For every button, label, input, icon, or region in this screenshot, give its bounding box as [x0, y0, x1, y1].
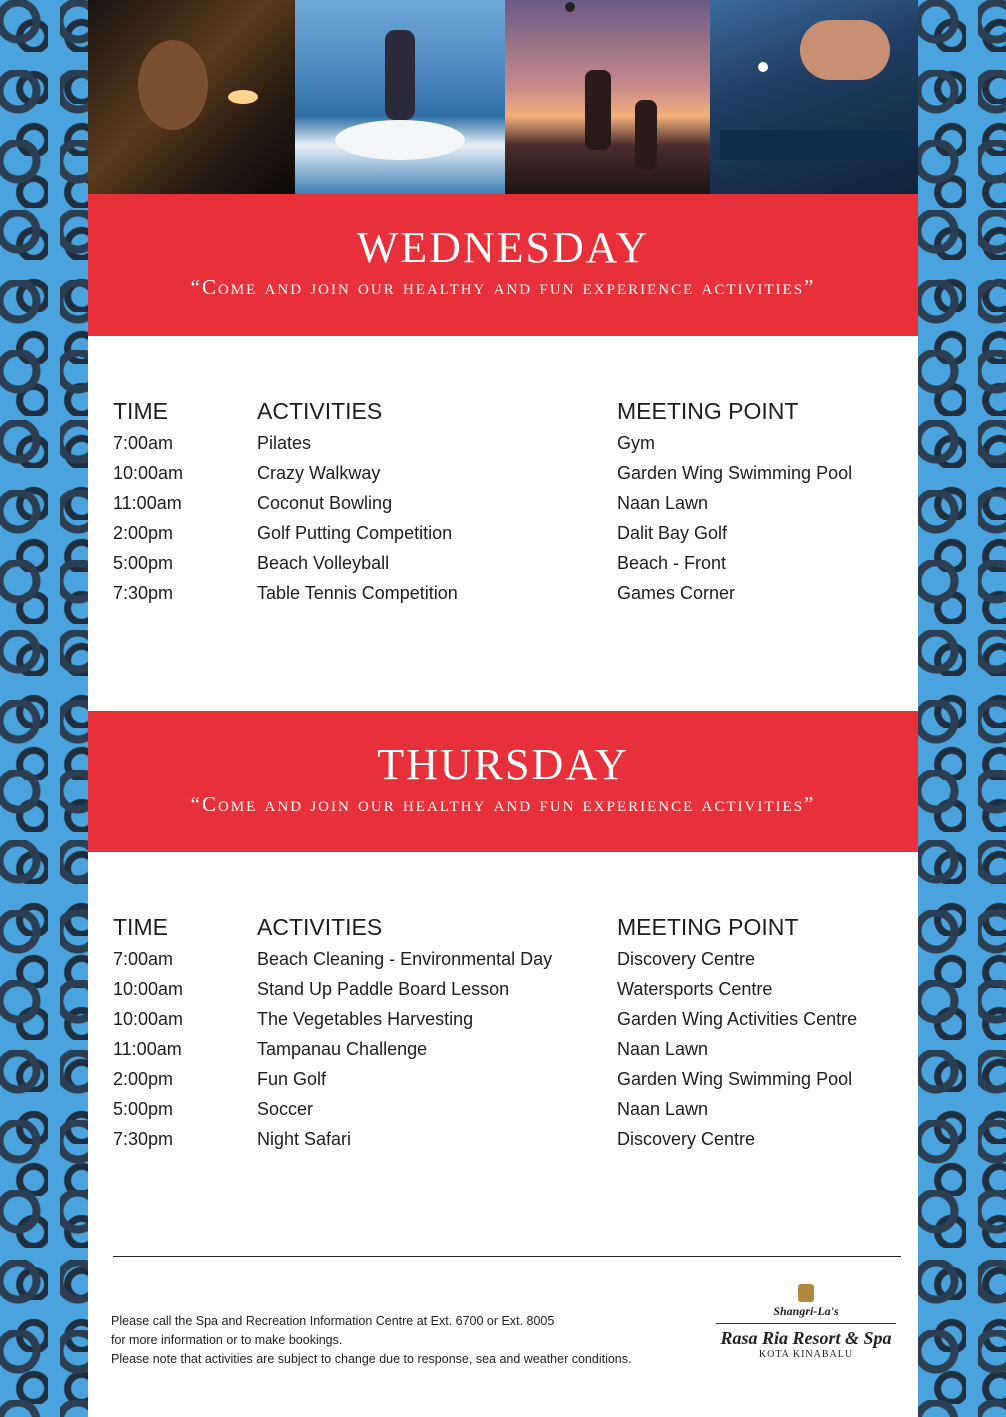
thursday-banner	[88, 711, 918, 852]
footer-line: Please note that activities are subject to change due to response, sea and weather conditions.	[111, 1352, 632, 1366]
schedule-row	[113, 578, 903, 608]
meeting-cell: Naan Lawn	[617, 492, 709, 513]
tagline: “Come and join our healthy and fun experience activities”	[190, 275, 816, 299]
meeting-cell: Garden Wing Swimming Pool	[617, 1068, 853, 1089]
schedule-row	[113, 1034, 903, 1064]
wednesday-schedule	[113, 394, 903, 608]
schedule-row	[113, 944, 903, 974]
meeting-point-header: MEETING POINT	[617, 913, 799, 940]
time-cell: 7:00am	[113, 948, 174, 969]
flyer-panel	[88, 0, 918, 1417]
schedule-row	[113, 1124, 903, 1154]
activity-cell: Soccer	[257, 1098, 314, 1119]
meeting-cell: Watersports Centre	[617, 978, 773, 999]
schedule-row	[113, 1094, 903, 1124]
activity-cell: Crazy Walkway	[257, 462, 381, 483]
time-cell: 2:00pm	[113, 522, 174, 543]
meeting-cell: Garden Wing Swimming Pool	[617, 462, 853, 483]
logo-resort-name: Rasa Ria Resort & Spa	[720, 1328, 892, 1348]
time-header: TIME	[113, 397, 168, 424]
activities-header: ACTIVITIES	[257, 397, 383, 424]
activity-cell: Beach Cleaning - Environmental Day	[257, 948, 553, 969]
activities-header: ACTIVITIES	[257, 913, 383, 940]
time-cell: 10:00am	[113, 462, 184, 483]
time-header: TIME	[113, 913, 168, 940]
activity-cell: Pilates	[257, 432, 312, 453]
paddle-board-photo	[295, 0, 505, 194]
table-tennis-photo	[710, 0, 918, 194]
schedule-row	[113, 458, 903, 488]
logo-city: KOTA KINABALU	[758, 1349, 854, 1360]
footer-line: for more information or to make bookings.	[111, 1333, 343, 1347]
time-cell: 5:00pm	[113, 1098, 174, 1119]
shangri-la-emblem-icon	[798, 1284, 814, 1302]
time-cell: 10:00am	[113, 1008, 184, 1029]
tagline: “Come and join our healthy and fun experience activities”	[190, 792, 816, 816]
resort-logo	[710, 1284, 902, 1360]
decorative-border-right	[918, 0, 1006, 1417]
decorative-border-left	[0, 0, 88, 1417]
beach-volleyball-photo	[505, 0, 710, 194]
time-cell: 11:00am	[113, 1038, 182, 1059]
footer-divider	[113, 1256, 901, 1257]
activity-cell: Beach Volleyball	[257, 552, 390, 573]
activity-cell: Golf Putting Competition	[257, 522, 453, 543]
thursday-schedule	[113, 910, 903, 1154]
meeting-cell: Naan Lawn	[617, 1038, 709, 1059]
schedule-row	[113, 518, 903, 548]
logo-rule	[716, 1323, 896, 1324]
footer-line: Please call the Spa and Recreation Information Centre at Ext. 6700 or Ext. 8005	[111, 1314, 555, 1328]
time-cell: 5:00pm	[113, 552, 174, 573]
time-cell: 10:00am	[113, 978, 184, 999]
time-cell: 11:00am	[113, 492, 182, 513]
schedule-header	[113, 910, 903, 944]
meeting-cell: Naan Lawn	[617, 1098, 709, 1119]
day-title: THURSDAY	[377, 740, 629, 789]
meeting-cell: Discovery Centre	[617, 948, 756, 969]
meeting-cell: Beach - Front	[617, 552, 727, 573]
wednesday-banner	[88, 194, 918, 336]
activity-cell: Coconut Bowling	[257, 492, 393, 513]
schedule-row	[113, 548, 903, 578]
schedule-row	[113, 428, 903, 458]
schedule-row	[113, 1064, 903, 1094]
meeting-point-header: MEETING POINT	[617, 397, 799, 424]
time-cell: 2:00pm	[113, 1068, 174, 1089]
logo-brand: Shangri-La's	[773, 1304, 839, 1318]
schedule-row	[113, 1004, 903, 1034]
activity-cell: Tampanau Challenge	[257, 1038, 428, 1059]
night-exploration-photo	[88, 0, 295, 194]
activity-cell: Night Safari	[257, 1128, 352, 1149]
meeting-cell: Gym	[617, 432, 655, 453]
day-title: WEDNESDAY	[356, 223, 650, 272]
time-cell: 7:00am	[113, 432, 174, 453]
schedule-row	[113, 488, 903, 518]
footer-notes	[111, 1312, 631, 1369]
time-cell: 7:30pm	[113, 1128, 174, 1149]
meeting-cell: Dalit Bay Golf	[617, 522, 728, 543]
time-cell: 7:30pm	[113, 582, 174, 603]
meeting-cell: Games Corner	[617, 582, 736, 603]
activity-cell: Fun Golf	[257, 1068, 327, 1089]
meeting-cell: Discovery Centre	[617, 1128, 756, 1149]
schedule-row	[113, 974, 903, 1004]
schedule-header	[113, 394, 903, 428]
activity-cell: Table Tennis Competition	[257, 582, 458, 603]
activity-cell: The Vegetables Harvesting	[257, 1008, 474, 1029]
activity-cell: Stand Up Paddle Board Lesson	[257, 978, 510, 999]
photo-strip	[88, 0, 918, 194]
meeting-cell: Garden Wing Activities Centre	[617, 1008, 858, 1029]
